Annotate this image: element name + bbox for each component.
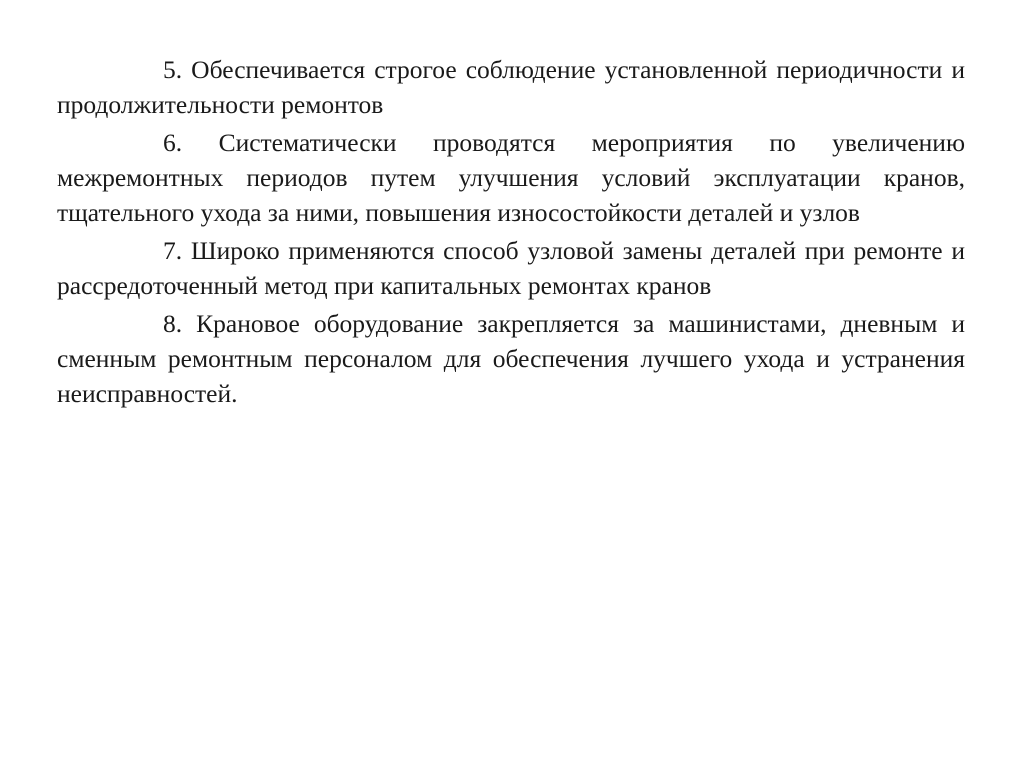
- paragraph-8: 8. Крановое оборудование закрепляется за машинистами, дневным и сменным ремонтным персоналом для обеспечения лучшего ухода и устранения неисправностей.: [57, 309, 965, 408]
- text-body: [57, 52, 965, 414]
- paragraph-7: 7. Широко применяются способ узловой замены деталей при ремонте и рассредоточенный метод при капитальных ремонтах кранов: [57, 236, 965, 300]
- paragraph-6: 6. Систематически проводятся мероприятия по увеличению межремонтных периодов путем улучшения условий эксплуатации кранов, тщательного ухода за ними, повышения износостойкости деталей и узлов: [57, 128, 965, 227]
- paragraph-5: 5. Обеспечивается строгое соблюдение установленной периодичности и продолжительности ремонтов: [57, 55, 965, 119]
